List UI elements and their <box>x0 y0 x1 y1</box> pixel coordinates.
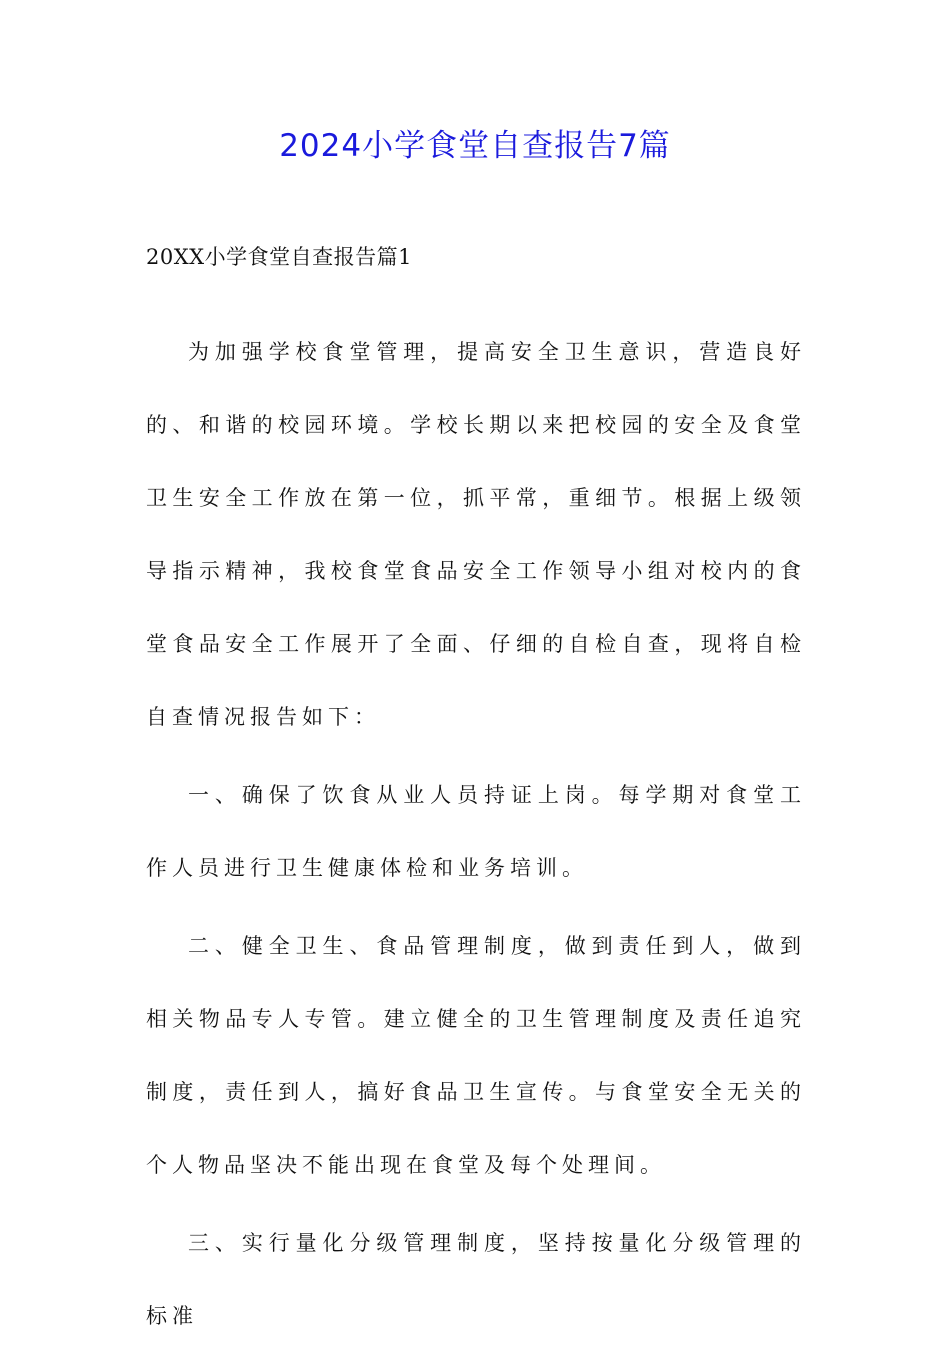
section-heading: 20XX小学食堂自查报告篇1 <box>146 245 412 269</box>
paragraph-item-2: 二、健全卫生、食品管理制度，做到责任到人，做到相关物品专人专管。建立健全的卫生管理制度及责任追究制度，责任到人，搞好食品卫生宣传。与食堂安全无关的个人物品坚决不能出现在食堂及每个处理间。 <box>146 934 806 1177</box>
paragraph-item-1: 一、确保了饮食从业人员持证上岗。每学期对食堂工作人员进行卫生健康体检和业务培训。 <box>146 783 806 880</box>
document-body <box>146 240 806 1358</box>
paragraph-item-3: 三、实行量化分级管理制度，坚持按量化分级管理的标准 <box>146 1231 806 1328</box>
document-title: 2024小学食堂自查报告7篇 <box>279 128 671 164</box>
paragraph-intro: 为加强学校食堂管理，提高安全卫生意识，营造良好的、和谐的校园环境。学校长期以来把校园的安全及食堂卫生安全工作放在第一位，抓平常，重细节。根据上级领导指示精神，我校食堂食品安全工作领导小组对校内的食堂食品安全工作展开了全面、仔细的自检自查，现将自检自查情况报告如下： <box>146 340 806 729</box>
